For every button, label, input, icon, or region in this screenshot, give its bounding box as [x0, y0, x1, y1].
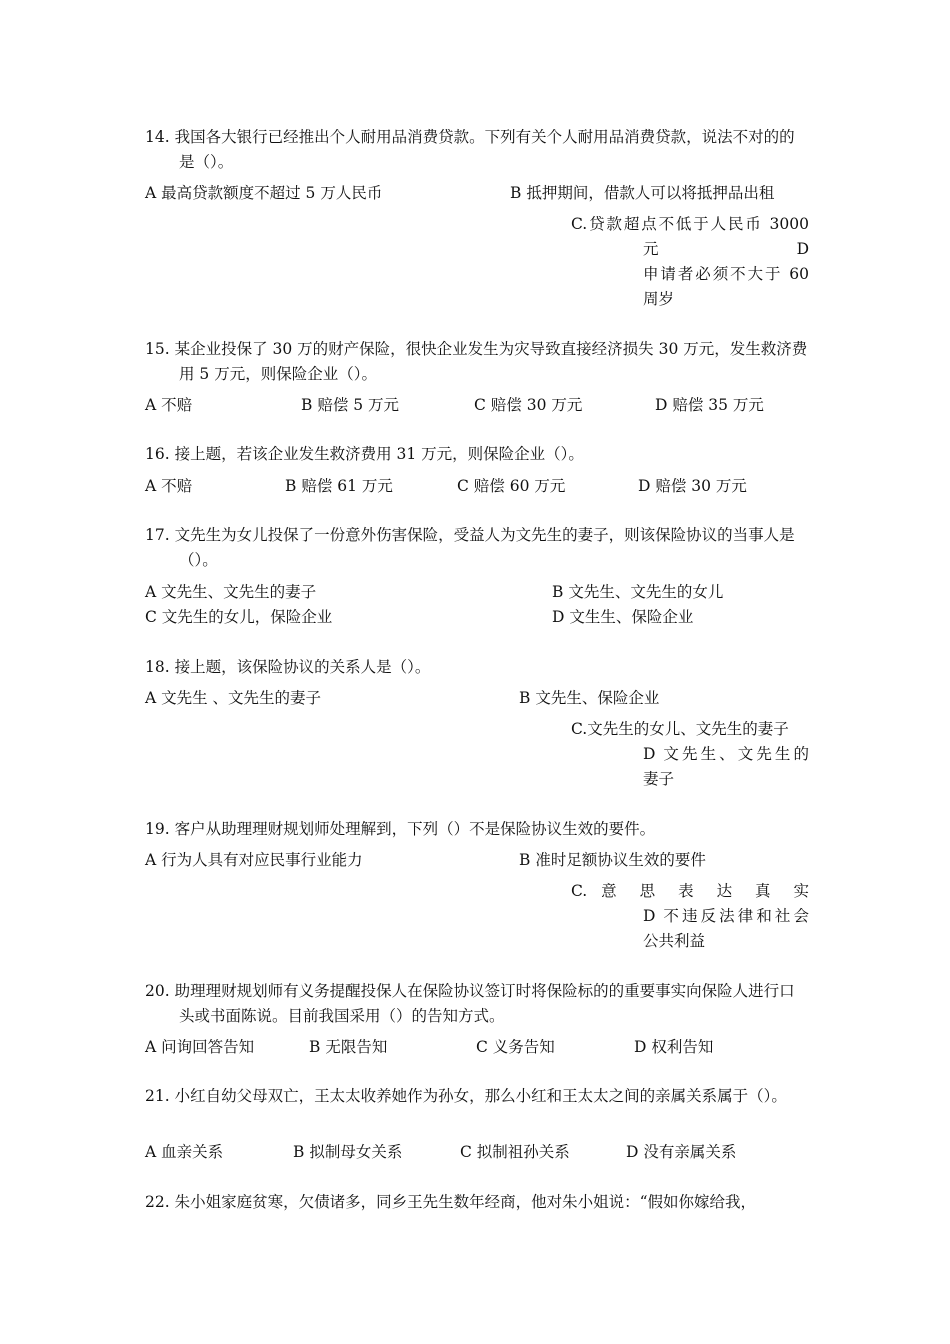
option-d: D 赔偿 35 万元	[655, 396, 764, 414]
option-c: C.贷款超点不低于人民币 3000	[571, 215, 809, 233]
option-d: D 权利告知	[634, 1038, 714, 1056]
question-16	[145, 442, 809, 467]
option-c: C. 意 思 表 达 真 实	[571, 882, 809, 900]
question-21	[145, 1084, 809, 1109]
option-c: C 赔偿 60 万元	[457, 477, 566, 495]
question-14	[145, 125, 809, 175]
question-stem: 18. 接上题，该保险协议的关系人是（）。	[145, 658, 431, 676]
option-c: C 赔偿 30 万元	[474, 396, 583, 414]
option-d: 申请者必须不大于 60	[643, 265, 809, 283]
option-d-continued: 公共利益	[643, 932, 706, 950]
question-stem: 14. 我国各大银行已经推出个人耐用品消费贷款。下列有关个人耐用品消费贷款，说法不对的的是（）。	[145, 128, 795, 171]
option-d: D 文生生、保险企业	[552, 608, 694, 626]
option-d: D 文先生、文先生的	[643, 745, 809, 763]
question-20	[145, 979, 809, 1029]
question-19	[145, 817, 809, 842]
option-a: A 文先生、文先生的妻子	[145, 583, 317, 601]
option-d: D 没有亲属关系	[626, 1143, 737, 1161]
option-a: A 问询回答告知	[145, 1038, 255, 1056]
option-b: B 拟制母女关系	[293, 1143, 403, 1161]
option-b: B 文先生、保险企业	[519, 689, 660, 707]
option-a: A 行为人具有对应民事行业能力	[145, 851, 363, 869]
question-stem: 15. 某企业投保了 30 万的财产保险，很快企业发生为灾导致直接经济损失 30 万元，发生救济费用 5 万元，则保险企业（）。	[145, 340, 808, 383]
option-a: A 文先生 、文先生的妻子	[145, 689, 322, 707]
option-b: B 文先生、文先生的女儿	[552, 583, 724, 601]
option-d: D 赔偿 30 万元	[638, 477, 747, 495]
option-d: D 不违反法律和社会	[643, 907, 809, 925]
option-a: A 血亲关系	[145, 1143, 224, 1161]
question-stem: 16. 接上题，若该企业发生救济费用 31 万元，则保险企业（）。	[145, 445, 584, 463]
question-stem: 22. 朱小姐家庭贫寒，欠债诸多，同乡王先生数年经商，他对朱小姐说：“假如你嫁给我，	[145, 1193, 757, 1211]
option-b: B 赔偿 5 万元	[301, 396, 400, 414]
question-stem: 17. 文先生为女儿投保了一份意外伤害保险，受益人为文先生的妻子，则该保险协议的当事人是（）。	[145, 526, 795, 569]
option-b: B 准时足额协议生效的要件	[519, 851, 706, 869]
question-stem: 20. 助理理财规划师有义务提醒投保人在保险协议签订时将保险标的的重要事实向保险人进行口头或书面陈说。目前我国采用（）的告知方式。	[145, 982, 795, 1025]
option-a: A 不赔	[145, 477, 193, 495]
question-15	[145, 337, 809, 387]
question-stem: 19. 客户从助理理财规划师处理解到，下列（）不是保险协议生效的要件。	[145, 820, 656, 838]
option-c: C.文先生的女儿、文先生的妻子	[571, 720, 789, 738]
question-22	[145, 1190, 809, 1215]
option-b: B 赔偿 61 万元	[285, 477, 393, 495]
option-a: A 不赔	[145, 396, 193, 414]
option-d-continued: 周岁	[643, 290, 675, 308]
option-c: C 义务告知	[476, 1038, 555, 1056]
question-stem: 21. 小红自幼父母双亡，王太太收养她作为孙女，那么小红和王太太之间的亲属关系属于（）。	[145, 1087, 787, 1105]
question-18	[145, 655, 809, 680]
option-a: A 最高贷款额度不超过 5 万人民币	[145, 184, 383, 202]
option-b: B 抵押期间，借款人可以将抵押品出租	[510, 184, 775, 202]
option-c-continued: 元D	[643, 240, 809, 258]
option-c: C 文先生的女儿，保险企业	[145, 608, 333, 626]
question-17	[145, 523, 809, 573]
option-d-continued: 妻子	[643, 770, 675, 788]
option-c: C 拟制祖孙关系	[460, 1143, 570, 1161]
option-b: B 无限告知	[309, 1038, 388, 1056]
